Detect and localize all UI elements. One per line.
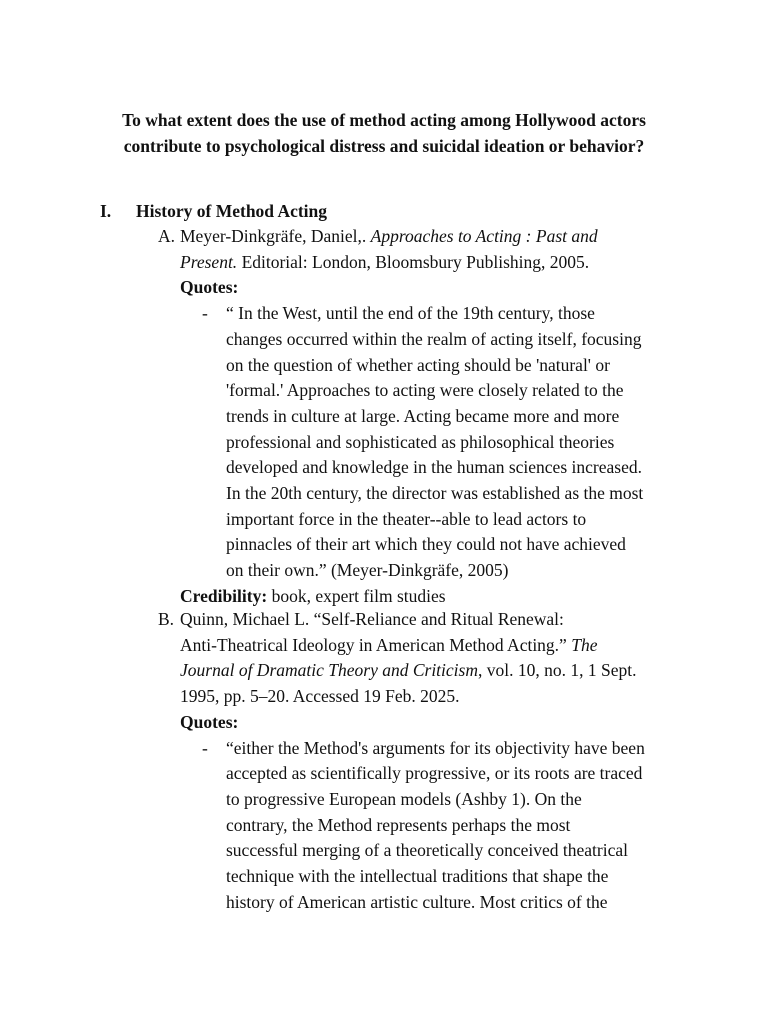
credibility-label: Credibility: bbox=[180, 585, 268, 606]
credibility-value: book, expert film studies bbox=[267, 585, 446, 606]
citation-line bbox=[180, 633, 658, 659]
citation-line: 1995, pp. 5–20. Accessed 19 Feb. 2025. bbox=[180, 686, 460, 707]
entry-body bbox=[180, 607, 658, 915]
quotes-label: Quotes: bbox=[180, 277, 239, 298]
citation-book-title-cont: Present. bbox=[180, 251, 238, 272]
citation-article-title: Anti-Theatrical Ideology in American Method Acting.” bbox=[180, 634, 572, 655]
quote-text bbox=[226, 736, 681, 916]
quote-line: contrary, the Method represents perhaps the most bbox=[226, 814, 571, 835]
citation-line: Quinn, Michael L. “Self-Reliance and Ritual Renewal: bbox=[180, 609, 564, 629]
citation-author: Meyer-Dinkgräfe, Daniel,. bbox=[180, 226, 371, 246]
quote-line: accepted as scientifically progressive, or its roots are traced bbox=[226, 763, 643, 784]
quote-text bbox=[226, 301, 681, 584]
quote-line: successful merging of a theoretically conceived theatrical bbox=[226, 840, 629, 861]
quote-line: “either the Method's arguments for its objectivity have been bbox=[226, 737, 645, 758]
quote-line: pinnacles of their art which they could not have achieved bbox=[226, 534, 626, 555]
credibility-line bbox=[180, 584, 658, 610]
citation-line bbox=[180, 224, 658, 250]
quote-line: changes occurred within the realm of acting itself, focusing bbox=[226, 328, 642, 349]
citation-line bbox=[180, 250, 658, 276]
entry-letter: B. bbox=[158, 609, 175, 629]
quote-bullet bbox=[180, 301, 658, 584]
quote-bullet bbox=[180, 736, 658, 916]
section-number: I. bbox=[100, 201, 112, 221]
quote-line: technique with the intellectual traditions that shape the bbox=[226, 866, 609, 887]
quote-line: on their own.” (Meyer-Dinkgräfe, 2005) bbox=[226, 560, 509, 581]
quotes-label: Quotes: bbox=[180, 711, 239, 732]
citation-journal: The bbox=[571, 634, 598, 655]
citation-book-title: Approaches to Acting : Past and bbox=[370, 226, 598, 246]
quote-line: “ In the West, until the end of the 19th century, those bbox=[226, 303, 595, 324]
entry-letter: A. bbox=[158, 226, 176, 246]
quote-line: developed and knowledge in the human sciences increased. bbox=[226, 457, 642, 478]
quote-line: to progressive European models (Ashby 1). On the bbox=[226, 788, 582, 809]
quote-line: important force in the theater--able to lead actors to bbox=[226, 508, 587, 529]
research-question-title bbox=[80, 107, 688, 159]
dash-bullet: - bbox=[202, 737, 208, 758]
entry-body bbox=[180, 224, 658, 610]
quote-line: In the 20th century, the director was established as the most bbox=[226, 483, 644, 504]
citation-volume: , vol. 10, no. 1, 1 Sept. bbox=[477, 660, 637, 681]
quote-line: 'formal.' Approaches to acting were closely related to the bbox=[226, 380, 624, 401]
citation-journal-cont: Journal of Dramatic Theory and Criticism bbox=[180, 660, 478, 681]
section-heading: History of Method Acting bbox=[136, 201, 328, 221]
citation-line bbox=[180, 658, 658, 684]
title-line-1: To what extent does the use of method acting among Hollywood actors bbox=[122, 110, 646, 130]
quote-line: trends in culture at large. Acting became more and more bbox=[226, 405, 620, 426]
title-line-2: contribute to psychological distress and suicidal ideation or behavior? bbox=[123, 136, 645, 156]
dash-bullet: - bbox=[202, 303, 208, 324]
quote-line: on the question of whether acting should be 'natural' or bbox=[226, 354, 610, 375]
quote-line: professional and sophisticated as philosophical theories bbox=[226, 431, 615, 452]
quote-line: history of American artistic culture. Most critics of the bbox=[226, 891, 608, 912]
citation-publisher: Editorial: London, Bloomsbury Publishing, 2005. bbox=[237, 251, 590, 272]
